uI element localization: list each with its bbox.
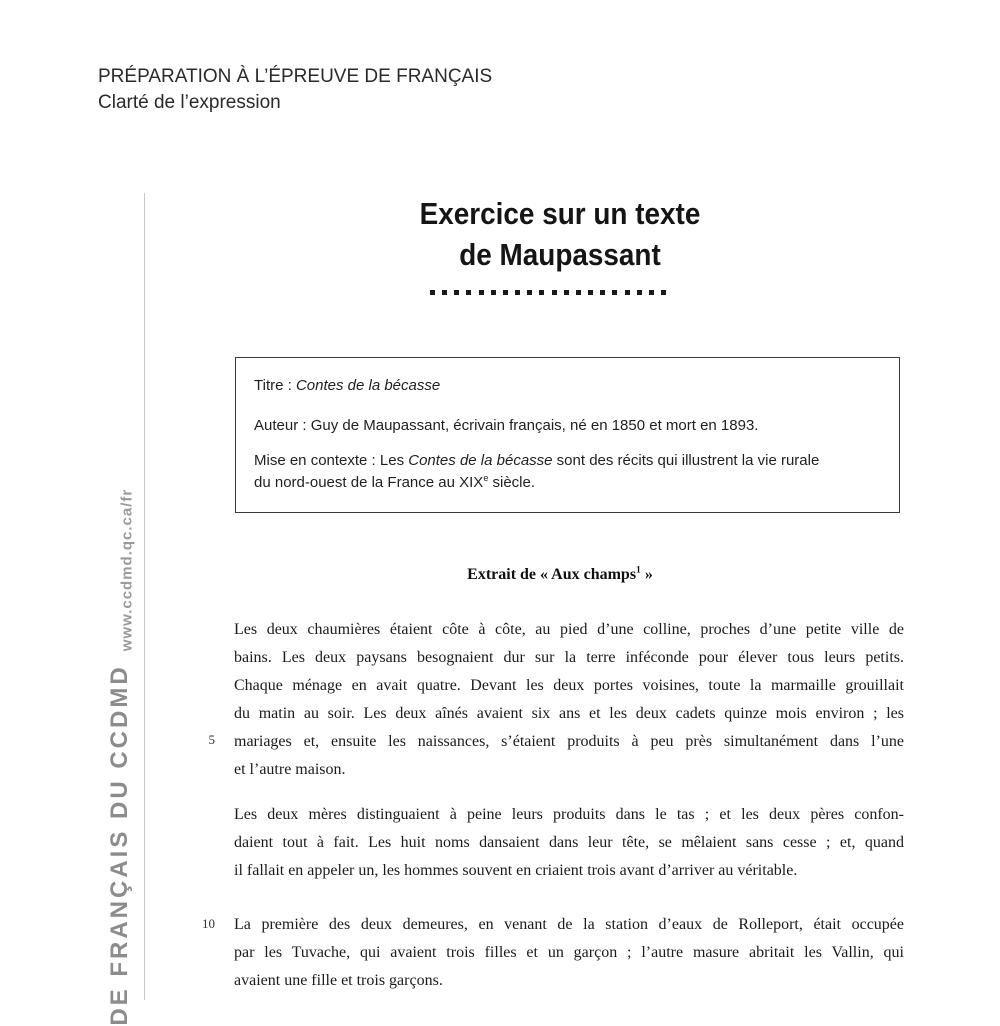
header-section-title: PRÉPARATION À L’ÉPREUVE DE FRANÇAIS — [98, 66, 493, 87]
page-title — [353, 193, 767, 275]
text-line: La première des deux demeures, en venant de la station d’eaux de Rolleport, était occupée — [234, 916, 904, 933]
info-author-row: Auteur : Guy de Maupassant, écrivain français, né en 1850 et mort en 1893. — [254, 417, 759, 434]
excerpt-heading: Extrait de « Aux champs$^1$ » — [467, 564, 653, 583]
text-line: Les deux chaumières étaient côte à côte, au pied d’une colline, proches d’une petite ville de — [234, 621, 904, 638]
text-line: du matin au soir. Les deux aînés avaient six ans et les deux cadets quinze mois environ ; les — [234, 705, 904, 722]
sidebar-divider — [144, 193, 145, 1000]
sidebar-brand: DE FRANÇAIS DU CCDMD — [106, 664, 133, 1026]
text-line: bains. Les deux paysans besognaient dur sur la terre inféconde pour élever tous leurs petits. — [234, 649, 904, 666]
text-line: mariages et, ensuite les naissances, s’étaient produits à peu près simultanément dans l’une — [234, 733, 904, 750]
header-subtitle: Clarté de l’expression — [98, 92, 281, 113]
info-author-value: Guy de Maupassant, écrivain français, né en 1850 et mort en 1893. — [310, 417, 759, 434]
info-context-work: Contes de la bécasse — [408, 452, 553, 469]
page-header — [98, 64, 492, 116]
text-line: par les Tuvache, qui avaient trois filles et un garçon ; l’autre masure abritait les Vallin, qui — [234, 944, 904, 961]
sidebar-url: www.ccdmd.qc.ca/fr — [118, 488, 136, 652]
info-context-row: Mise en contexte : Les Contes de la bécasse sont des récits qui illustrent la vie rurale du nord-ouest de la France au XIXe siècle. — [254, 452, 820, 491]
info-title-row: Titre : Contes de la bécasse — [254, 377, 441, 394]
excerpt-paragraph-2 — [234, 801, 904, 885]
text-line: Chaque ménage en avait quatre. Devant les deux portes voisines, toute la marmaille grouillait — [234, 677, 904, 694]
text-line: daient tout à fait. Les huit noms dansaient dans leur tête, se mêlaient sans cesse ; et, quand — [234, 834, 904, 851]
info-title-value: Contes de la bécasse — [295, 377, 441, 394]
text-line: Les deux mères distinguaient à peine leurs produits dans le tas ; et les deux pères confon- — [234, 806, 904, 823]
text-line: et l’autre maison. — [234, 761, 346, 778]
title-dotted-separator — [430, 288, 666, 296]
line-number-5: 5 — [208, 732, 215, 747]
title-line-2: de Maupassant — [459, 237, 661, 272]
work-info-box — [235, 357, 900, 513]
footnote-marker: 1 — [636, 564, 641, 576]
line-number-10: 10 — [202, 916, 215, 931]
text-line: il fallait en appeler un, les hommes souvent en criaient trois avant d’arriver au véritable. — [234, 862, 798, 879]
excerpt-paragraph-3 — [234, 911, 904, 995]
title-line-1: Exercice sur un texte — [419, 196, 701, 231]
text-line: avaient une fille et trois garçons. — [234, 972, 443, 989]
excerpt-paragraph-1 — [234, 616, 904, 784]
